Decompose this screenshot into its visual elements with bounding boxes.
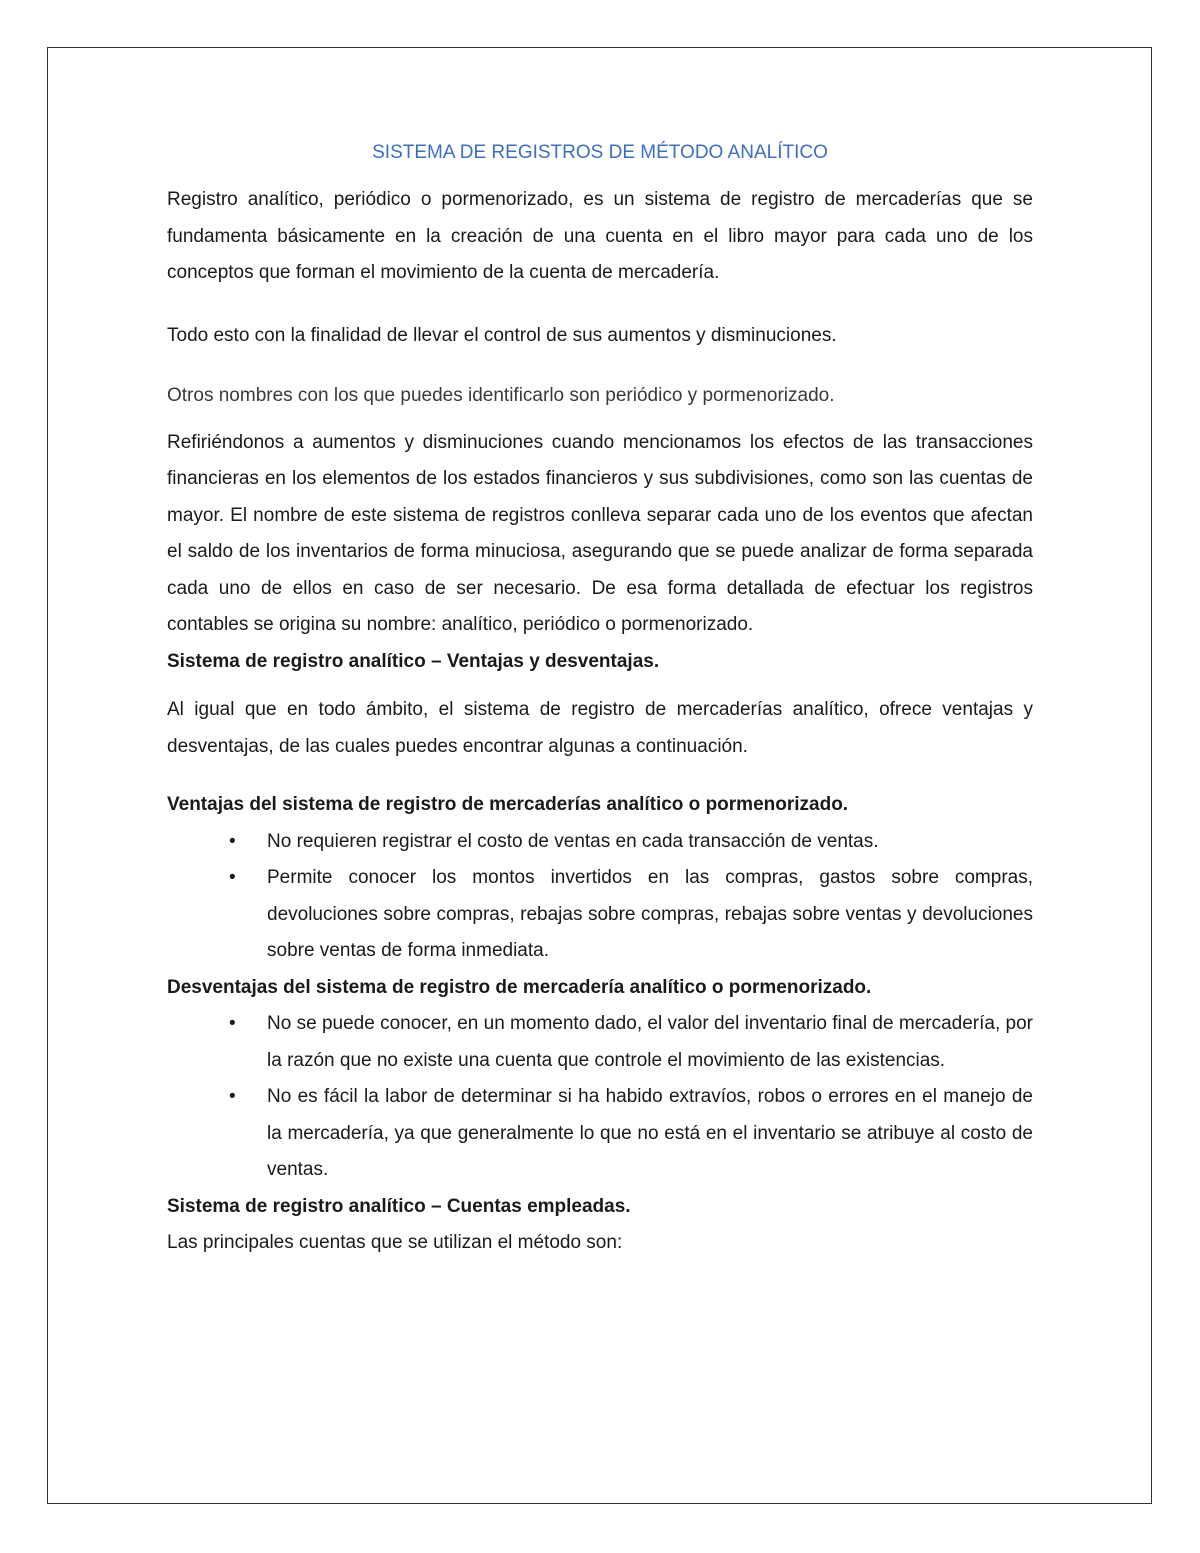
list-item xyxy=(167,860,1033,970)
heading-desventajas: Desventajas del sistema de registro de mercadería analítico o pormenorizado. xyxy=(167,976,872,998)
paragraph-todo: Todo esto con la finalidad de llevar el control de sus aumentos y disminuciones. xyxy=(167,324,837,346)
paragraph-principales: Las principales cuentas que se utilizan el método son: xyxy=(167,1232,623,1253)
list-item xyxy=(167,1006,1033,1079)
document-body xyxy=(167,140,1033,1262)
heading-cuentas: Sistema de registro analítico – Cuentas empleadas. xyxy=(167,1195,631,1217)
list-item xyxy=(167,824,1033,861)
bullet-icon: • xyxy=(229,830,236,852)
paragraph-al-igual: Al igual que en todo ámbito, el sistema de registro de mercaderías analítico, ofrece ventajas y desventajas, de las cuales puedes encontrar algunas a continuación. xyxy=(167,699,1033,757)
bullet-icon: • xyxy=(229,867,236,888)
bullet-icon: • xyxy=(229,1086,236,1107)
document-title: SISTEMA DE REGISTROS DE MÉTODO ANALÍTICO xyxy=(372,142,828,163)
desventajas-list xyxy=(167,1006,1033,1189)
bullet-icon: • xyxy=(229,1013,236,1034)
list-item-text: No es fácil la labor de determinar si ha habido extravíos, robos o errores en el manejo de la mercadería, ya que generalmente lo que no está en el inventario se atribuye al costo de ventas. xyxy=(267,1086,1033,1180)
list-item-text: No requieren registrar el costo de ventas en cada transacción de ventas. xyxy=(267,830,879,852)
paragraph-intro: Registro analítico, periódico o pormenorizado, es un sistema de registro de mercaderías que se fundamenta básicamente en la creación de una cuenta en el libro mayor para cada uno de los conceptos que forman el movimiento de la cuenta de mercadería. xyxy=(167,189,1033,283)
list-item-text: Permite conocer los montos invertidos en las compras, gastos sobre compras, devoluciones sobre compras, rebajas sobre compras, rebajas sobre ventas y devoluciones sobre ventas de forma inmediata. xyxy=(267,867,1033,961)
heading-ventajas: Ventajas del sistema de registro de mercaderías analítico o pormenorizado. xyxy=(167,794,849,815)
paragraph-otros: Otros nombres con los que puedes identificarlo son periódico y pormenorizado. xyxy=(167,385,835,406)
ventajas-list xyxy=(167,824,1033,970)
heading-ventajas-desventajas: Sistema de registro analítico – Ventajas y desventajas. xyxy=(167,650,660,672)
paragraph-refiriendonos: Refiriéndonos a aumentos y disminuciones cuando mencionamos los efectos de las transacciones financieras en los elementos de los estados financieros y sus subdivisiones, como son las cuentas de mayor. El nombre de este sistema de registros conlleva separar cada uno de los eventos que afectan el saldo de los inventarios de forma minuciosa, asegurando que se puede analizar de forma separada cada uno de ellos en caso de ser necesario. De esa forma detallada de efectuar los registros contables se origina su nombre: analítico, periódico o pormenorizado. xyxy=(167,431,1033,635)
list-item-text: No se puede conocer, en un momento dado, el valor del inventario final de mercadería, por la razón que no existe una cuenta que controle el movimiento de las existencias. xyxy=(267,1013,1033,1071)
list-item xyxy=(167,1079,1033,1189)
